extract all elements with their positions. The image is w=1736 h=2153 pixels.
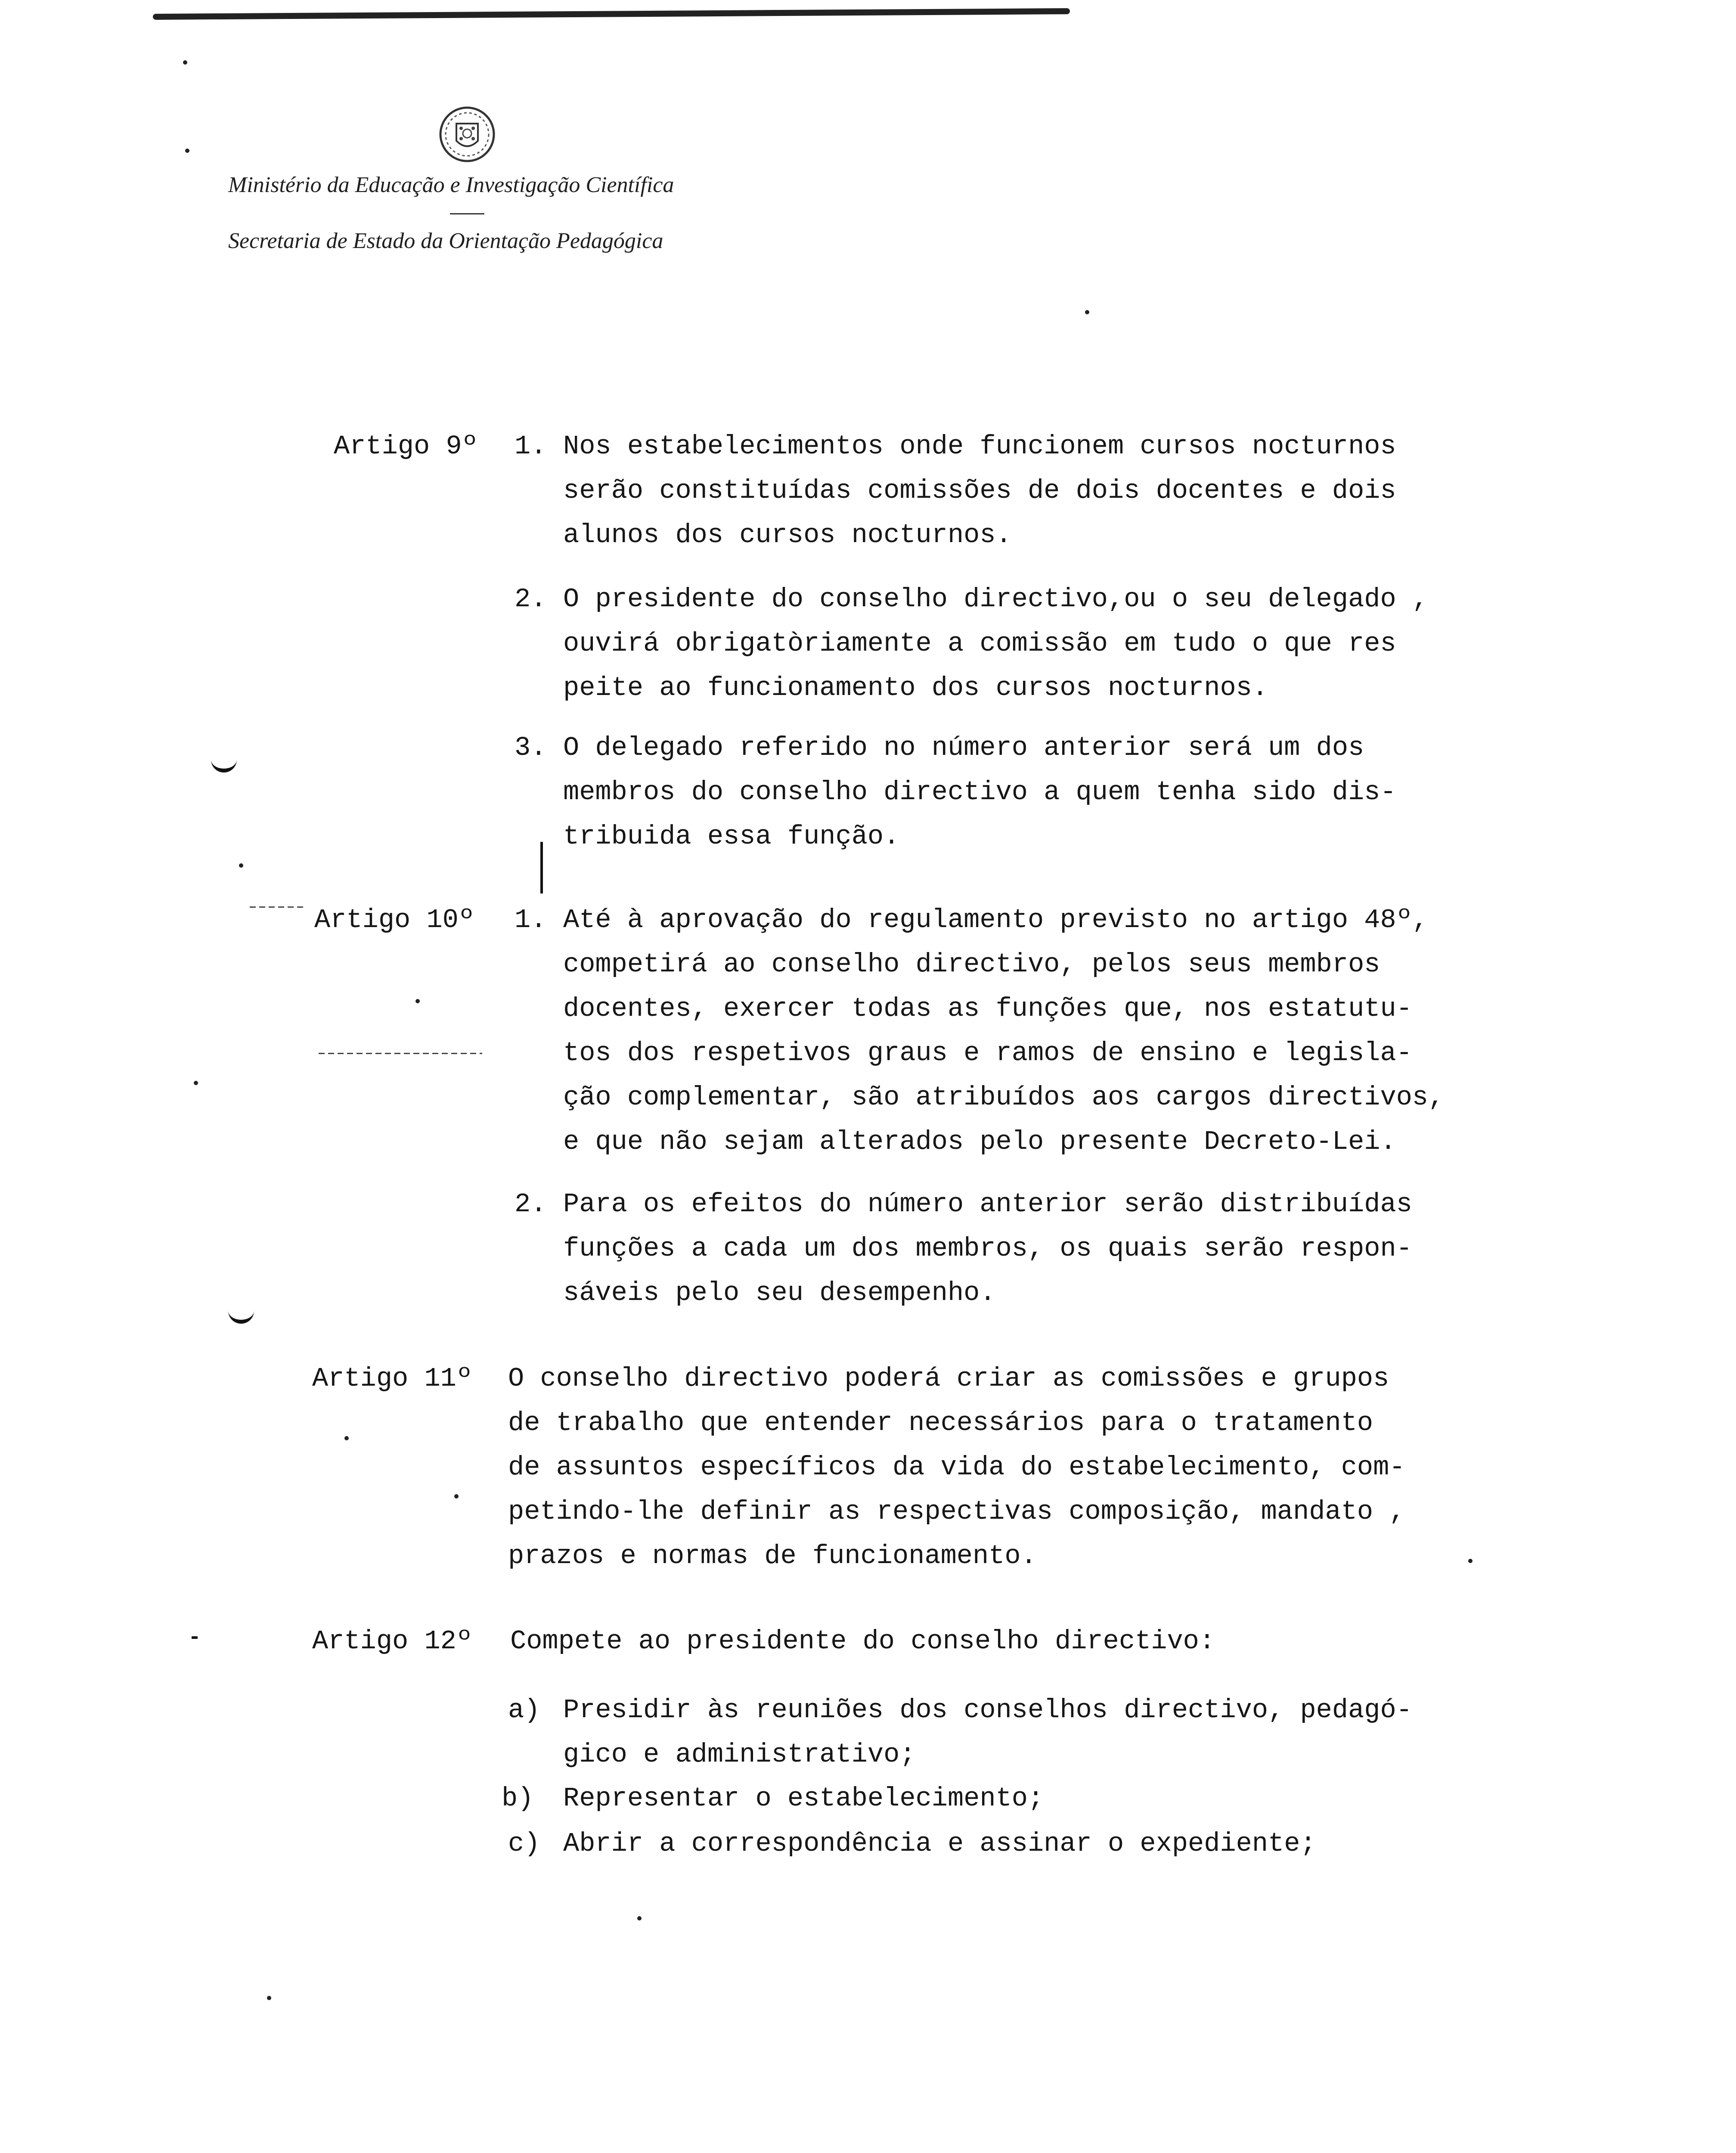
text-line: funções a cada um dos membros, os quais serão respon- (563, 1233, 1412, 1264)
margin-check-mark (228, 1303, 254, 1324)
text-line: petindo-lhe definir as respectivas composição, mandato , (508, 1496, 1405, 1527)
article-10-item-2-number: 2. (515, 1189, 547, 1219)
article-10-item-2-text (563, 1182, 1502, 1315)
text-line: competirá ao conselho directivo, pelos seus membros (563, 949, 1380, 980)
text-line: tribuida essa função. (563, 821, 900, 852)
scan-speck (344, 1436, 349, 1440)
ministry-header: Ministério da Educação e Investigação Científica (228, 173, 674, 197)
margin-dashed-line (250, 906, 306, 908)
margin-check-mark (211, 751, 237, 772)
scan-speck (194, 1081, 198, 1085)
scan-speck (183, 60, 187, 65)
text-line: e que não sejam alterados pelo presente Decreto-Lei. (563, 1126, 1396, 1157)
scan-speck (637, 1916, 642, 1920)
scan-speck (267, 1996, 271, 2000)
text-line: O conselho directivo poderá criar as comissões e grupos (508, 1363, 1389, 1394)
article-12-intro: Compete ao presidente do conselho directivo: (510, 1626, 1215, 1657)
article-11-text (508, 1356, 1447, 1578)
text-line: Para os efeitos do número anterior serão distribuídas (563, 1189, 1412, 1219)
text-line: prazos e normas de funcionamento. (508, 1541, 1037, 1571)
text-line: ção complementar, são atribuídos aos cargos directivos, (563, 1082, 1445, 1113)
margin-dashed-line (319, 1053, 482, 1054)
article-11-label: Artigo 11º (312, 1363, 473, 1394)
article-9-label: Artigo 9º (334, 431, 478, 462)
text-line: Nos estabelecimentos onde funcionem cursos nocturnos (563, 431, 1396, 462)
text-line: alunos dos cursos nocturnos. (563, 520, 1012, 550)
article-9-item-2-text (563, 577, 1502, 710)
article-10-label: Artigo 10º (314, 905, 475, 935)
text-line: Presidir às reuniões dos conselhos directivo, pedagó- (563, 1695, 1412, 1725)
text-line: serão constituídas comissões de dois docentes e dois (563, 475, 1396, 506)
top-rule (153, 8, 1070, 20)
header-divider (450, 213, 484, 214)
text-line: membros do conselho directivo a quem tenha sido dis- (563, 777, 1396, 807)
scan-speck (185, 149, 189, 153)
text-line: tos dos respetivos graus e ramos de ensino e legisla- (563, 1038, 1412, 1068)
text-line: Abrir a correspondência e assinar o expediente; (563, 1828, 1316, 1859)
article-9-item-2-number: 2. (515, 584, 547, 614)
text-line: O delegado referido no número anterior será um dos (563, 732, 1364, 763)
scan-speck (415, 999, 420, 1003)
text-line: docentes, exercer todas as funções que, nos estatutu- (563, 993, 1412, 1024)
text-line: O presidente do conselho directivo,ou o seu delegado , (563, 584, 1429, 614)
text-line: ouvirá obrigatòriamente a comissão em tudo o que res (563, 628, 1396, 659)
scan-speck (1468, 1559, 1472, 1563)
text-line: de assuntos específicos da vida do estabelecimento, com- (508, 1452, 1405, 1483)
article-9-item-3-text (563, 726, 1502, 859)
article-12-item-b-text (563, 1776, 1502, 1821)
article-9-item-1-text (563, 424, 1502, 557)
article-12-label: Artigo 12º (312, 1626, 473, 1657)
scan-speck (239, 863, 243, 868)
text-line: Representar o estabelecimento; (563, 1783, 1044, 1814)
scan-speck (454, 1494, 459, 1498)
margin-vertical-stroke (540, 842, 543, 893)
secretariat-header: Secretaria de Estado da Orientação Pedagógica (228, 229, 663, 253)
scan-speck (1085, 310, 1089, 314)
article-12-item-c-text (563, 1821, 1502, 1866)
article-9-item-3-number: 3. (515, 732, 547, 763)
text-line: peite ao funcionamento dos cursos nocturnos. (563, 673, 1268, 703)
margin-tick-mark (192, 1636, 198, 1639)
text-line: gico e administrativo; (563, 1739, 916, 1770)
article-9-item-1-number: 1. (515, 431, 547, 462)
article-12-item-a-letter: a) (508, 1695, 540, 1725)
text-line: sáveis pelo seu desempenho. (563, 1278, 996, 1308)
text-line: Até à aprovação do regulamento previsto no artigo 48º, (563, 905, 1429, 935)
article-10-item-1-number: 1. (515, 905, 547, 935)
article-12-item-b-letter: b) (502, 1783, 534, 1814)
article-12-item-a-text (563, 1688, 1502, 1777)
article-10-item-1-text (563, 898, 1502, 1164)
text-line: de trabalho que entender necessários para o tratamento (508, 1408, 1373, 1438)
article-12-item-c-letter: c) (508, 1828, 540, 1859)
coat-of-arms-seal (433, 100, 502, 169)
